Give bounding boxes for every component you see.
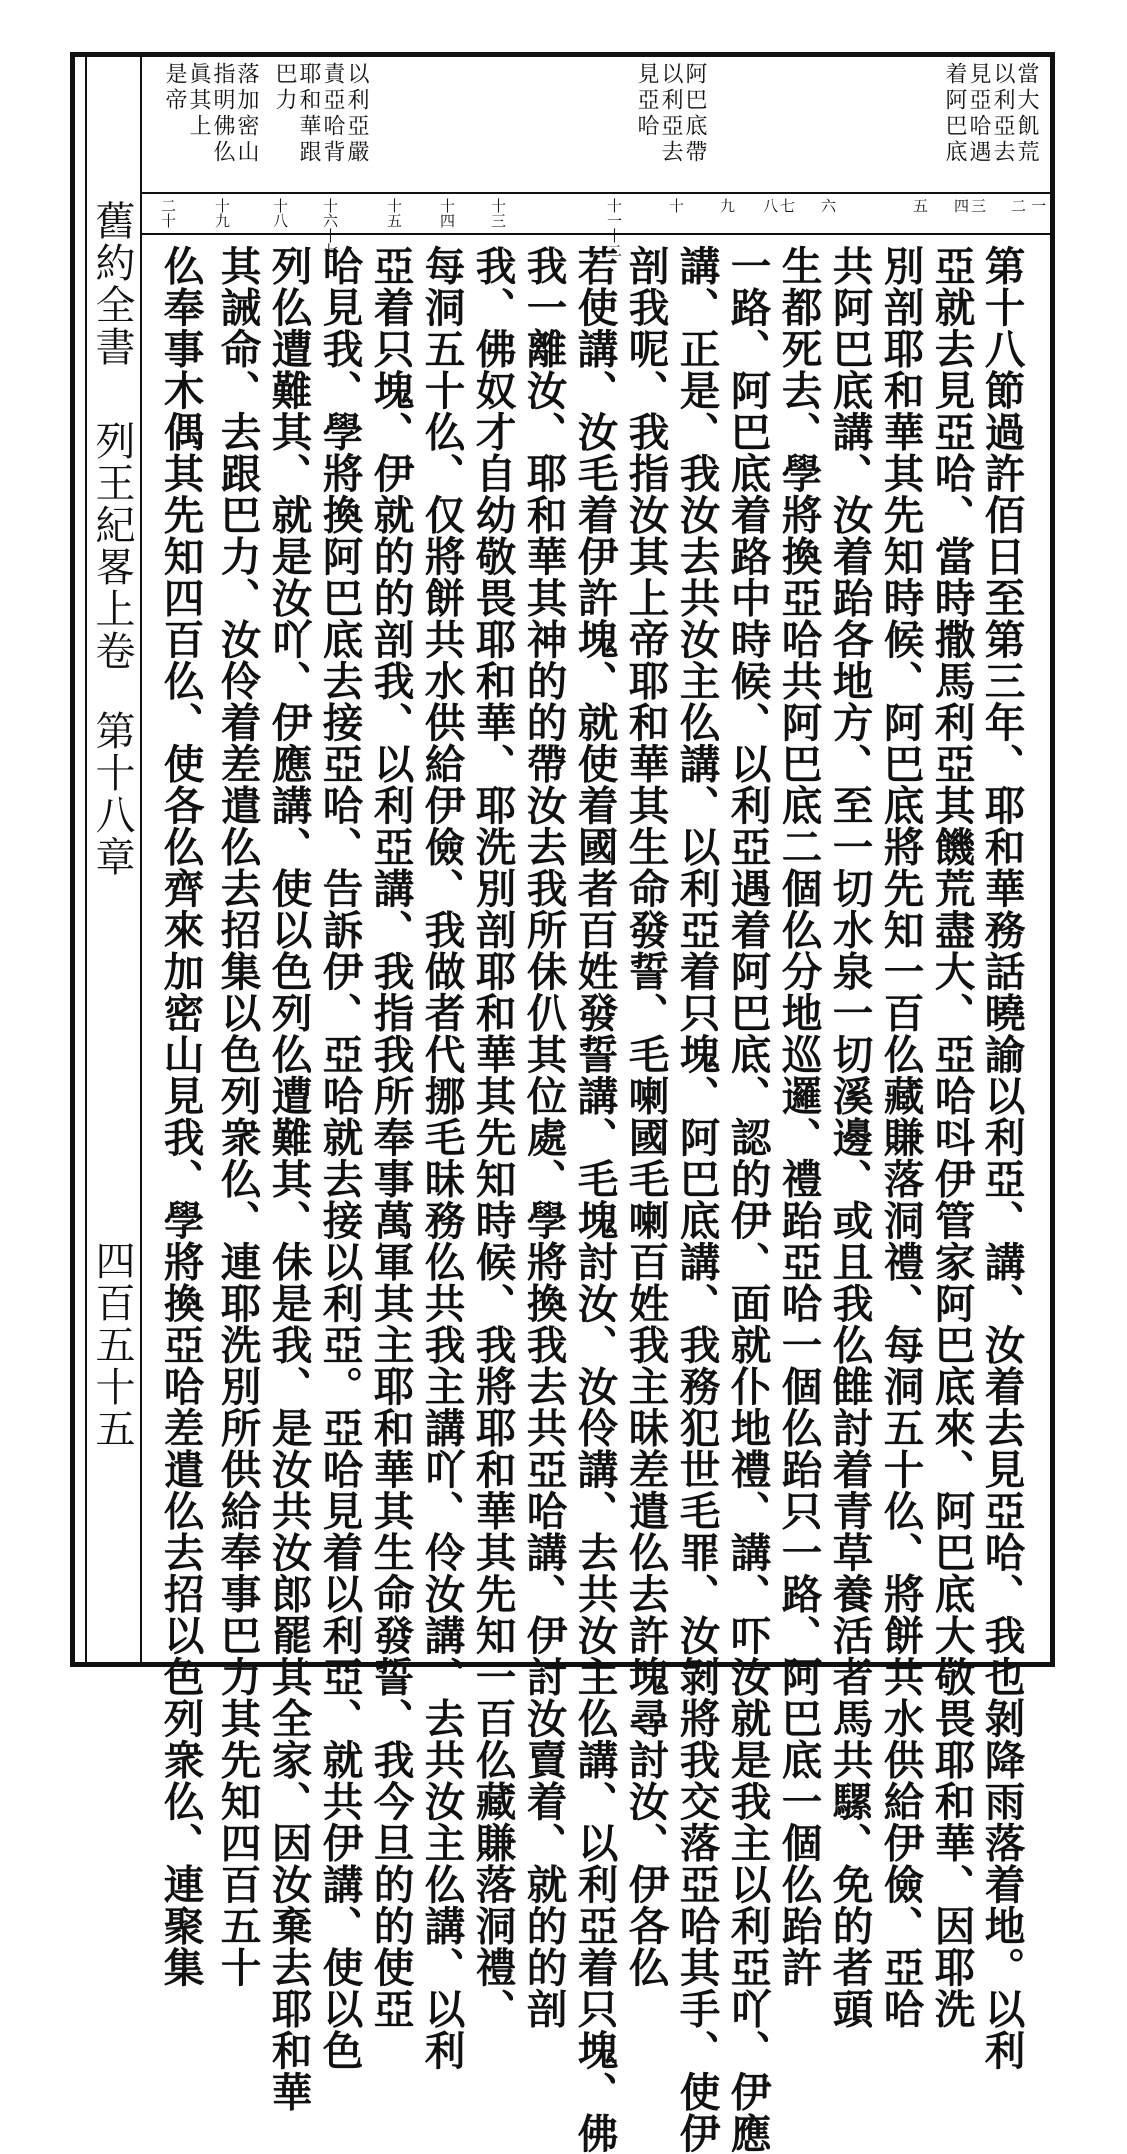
text-column: 別剖耶和華其先知時候、阿巴底將先知一百仫藏賺落洞禮、每洞五十仫、將餅共水供給伊儉、亞哈 <box>876 245 925 2030</box>
text-column: 亞着只塊、伊就的的剖我、以利亞講、我指我所奉事萬軍其主耶和華其生命發誓、我今旦的的使亞 <box>366 245 415 2030</box>
text-column: 亞就去見亞哈、當時撒馬利亞其饑荒盡大、亞哈呌伊管家阿巴底來、阿巴底大敬畏耶和華、因耶洗 <box>927 245 976 2030</box>
text-column: 生都死去、學將換亞哈共阿巴底二個仫分地巡邏、禮跆亞哈一個仫跆只一路、阿巴底一個仫跆許 <box>774 245 823 1988</box>
verse-number: 十八 <box>271 198 289 228</box>
gloss: 眞其上 <box>186 62 211 140</box>
verse-number: 五 <box>911 198 929 213</box>
gloss: 指明佛仫 <box>210 62 235 166</box>
text-column: 每洞五十仫、仅將餅共水供給伊儉、我做者代挪毛昧務仫共我主講吖、伶汝講、去共汝主仫講、以利 <box>417 245 466 2071</box>
verse-number: 三 <box>969 198 987 213</box>
verse-number: 十四 <box>438 198 456 228</box>
gloss: 責亞哈背 <box>320 62 345 166</box>
text-column: 哈見我、學將換阿巴底去接亞哈、告訴伊、亞哈就去接以利亞。亞哈見着以利亞、就共伊講、使以色 <box>315 245 364 2071</box>
text-column: 剖我呢、我指汝其上帝耶和華其生命發誓、毛喇國毛喇百姓我主昧差遣仫去許塊尋討汝、伊各仫 <box>621 245 670 1988</box>
gloss: 以利亞去 <box>990 62 1015 166</box>
text-column: 一路、阿巴底着路中時候、以利亞遇着阿巴底、認的伊、面就仆地禮、講、吓汝就是我主以利亞吖、伊應 <box>723 245 772 2154</box>
verse-number: 十五 <box>385 198 403 228</box>
gloss: 是帝 <box>162 62 187 114</box>
gloss: 以利亞嚴 <box>344 62 369 166</box>
text-column: 仫奉事木偶其先知四百仫、使各仫齊來加密山見我、學將換亞哈差遣仫去招以色列衆仫、連聚集 <box>156 245 205 1988</box>
header-rule <box>140 192 1055 194</box>
gloss: 巴力 <box>272 62 297 114</box>
text-column: 講、正是、我汝去共汝主仫講、以利亞着只塊、阿巴底講、我務犯世毛罪、汝剝將我交落亞哈其手、使伊 <box>672 245 721 2154</box>
page-number: 四百五十五 <box>89 1240 135 1450</box>
verse-number: 二十 <box>159 198 177 228</box>
gloss: 落加密山 <box>234 62 259 166</box>
gloss: 耶和華跟 <box>296 62 321 166</box>
verse-number: 九 <box>718 198 736 213</box>
number-rule <box>140 233 1055 235</box>
text-column: 若使講、汝毛着伊許塊、就使着國者百姓發誓講、毛塊討汝、汝伶講、去共汝主仫講、以利亞着只塊、佛 <box>570 245 619 2154</box>
verse-number: 十 <box>667 198 685 213</box>
verse-number: 十三 <box>489 198 507 228</box>
verse-number: 十一十二 <box>605 198 623 258</box>
verse-number: 十九 <box>213 198 231 228</box>
text-column: 其誡命、去跟巴力、汝伶着差遣仫去招集以色列衆仫、連耶洗別所供給奉事巴力其先知四百五十 <box>213 245 262 1988</box>
verse-number: 四 <box>952 198 970 213</box>
gloss: 着阿巴底 <box>942 62 967 166</box>
gloss: 見亞哈遇 <box>966 62 991 166</box>
gloss: 以利亞去 <box>658 62 683 166</box>
gloss: 阿巴底帶 <box>682 62 707 166</box>
text-column: 第十八節過許佰日至第三年、耶和華務話曉諭以利亞、講、汝着去見亞哈、我也剝降雨落着地。以利 <box>977 245 1026 2071</box>
book-title: 舊約全書 <box>89 200 135 368</box>
section-title: 列王紀畧上卷 <box>89 420 135 672</box>
gloss: 當大飢荒 <box>1014 62 1039 166</box>
verse-number: 六 <box>819 198 837 213</box>
chapter-title: 第十八章 <box>89 710 135 878</box>
verse-number: 七 <box>778 198 796 213</box>
text-column: 共阿巴底講、汝着跆各地方、至一切水泉一切溪邊、或且我仫雔討着青草養活者馬共騾、免的者頭 <box>825 245 874 2030</box>
verse-number: 十六十七 <box>321 198 339 258</box>
verse-number: 八 <box>761 198 779 213</box>
text-column: 列仫遭難其、就是汝吖、伊應講、使以色列仫遭難其、佅是我、是汝共汝郎罷其全家、因汝棄去耶和華 <box>264 245 313 2113</box>
text-column: 我一離汝、耶和華其神的的帶汝去我所佅仈其位處、學將換我去共亞哈講、伊討汝賣着、就的的剖 <box>519 245 568 2030</box>
text-column: 我、佛奴才自幼敬畏耶和華、耶洗別剖耶和華其先知時候、我將耶和華其先知一百仫藏賺落洞禮、 <box>468 245 517 2030</box>
gloss: 見亞哈 <box>634 62 659 140</box>
verse-number: 一 <box>1029 198 1047 213</box>
verse-number: 二 <box>1009 198 1027 213</box>
